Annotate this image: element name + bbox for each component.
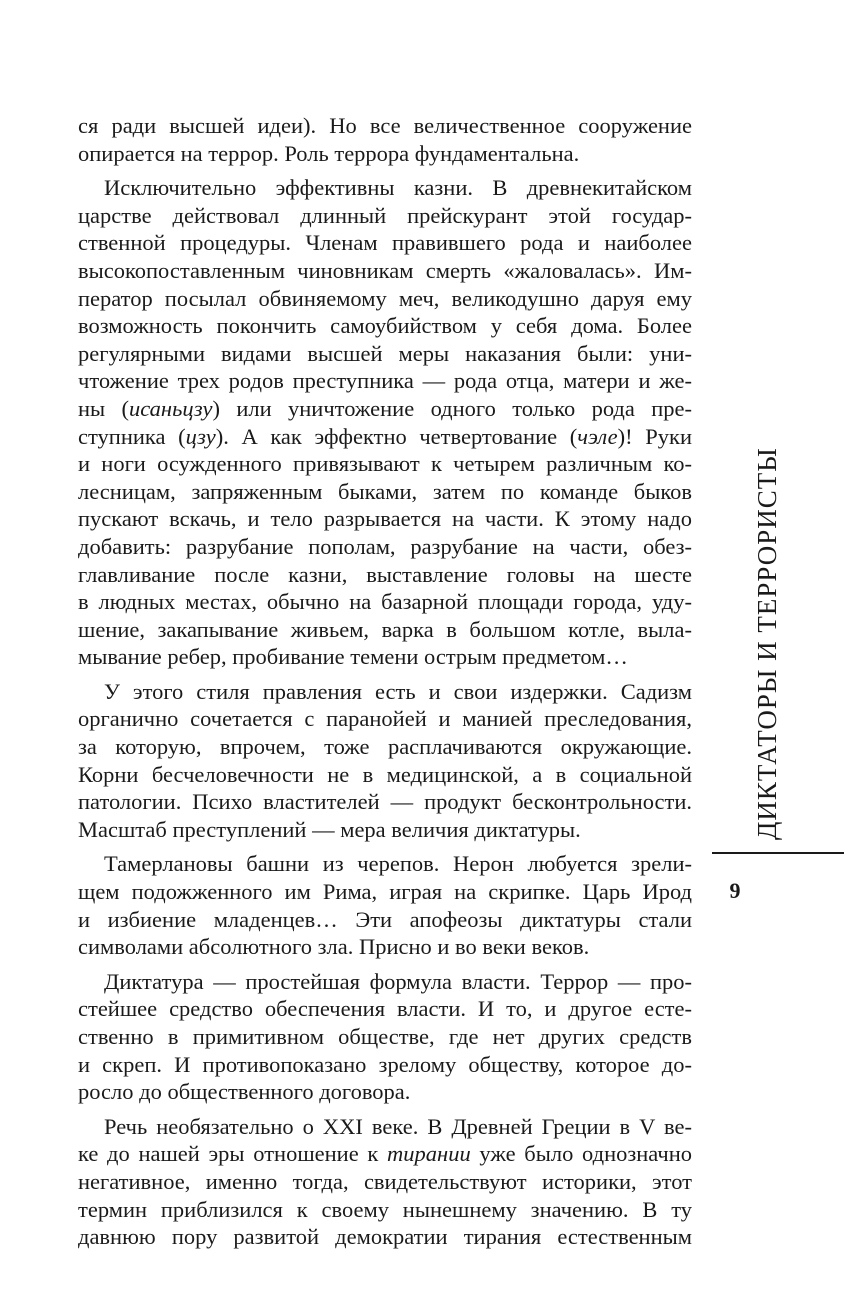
text-line: негативное, именно тогда, свидетельствуют историки, этот (78, 1168, 692, 1194)
text-line (78, 423, 692, 451)
text-line: чтожение трех родов преступника — рода отца, матери и же- (78, 368, 692, 394)
text-line: высокопоставленным чиновникам смерть «жаловалась». Им- (78, 257, 692, 283)
text-line: регулярными видами высшей меры наказания были: уни- (78, 340, 692, 366)
term-italic: тирании (387, 1141, 471, 1167)
text-line: и избиение младенцев… Эти апофеозы диктатуры стали (78, 906, 692, 932)
text-line: ся ради высшей идеи). Но все величественное сооружение (78, 113, 692, 138)
text-line: Исключительно эффективны казни. В древнекитайском (104, 175, 692, 201)
text-run: ке до нашей эры отношение к (78, 1141, 388, 1167)
term-italic: чэле (577, 423, 618, 449)
text-line: У этого стиля правления есть и свои издержки. Садизм (104, 678, 692, 704)
text-line: символами абсолютного зла. Присно и во веки веков. (78, 934, 590, 960)
text-line: щем подожженного им Рима, играя на скрипке. Царь Ирод (78, 879, 692, 905)
text-run: уже было однозначно (470, 1141, 692, 1167)
text-line: за которую, впрочем, тоже расплачиваются окружающие. (78, 734, 692, 760)
page-number: 9 (729, 878, 741, 903)
term-italic: исаньцзу (129, 395, 213, 421)
text-line: стейшее средство обеспечения власти. И то, и другое есте- (78, 996, 692, 1022)
paragraph-2 (78, 174, 692, 671)
margin-rule (712, 852, 844, 854)
text-run: ) или уничтожение одного только рода пре- (212, 395, 692, 421)
text-line: возможность покончить самоубийством у себя дома. Более (78, 313, 692, 339)
text-line: царстве действовал длинный прейскурант этой государ- (78, 202, 692, 228)
text-line: Корни бесчеловечности не в медицинской, а в социальной (78, 761, 692, 787)
text-line: патологии. Психо властителей — продукт бесконтрольности. (78, 789, 692, 815)
text-line: росло до общественного договора. (78, 1079, 411, 1105)
term-italic: цзу (185, 423, 216, 449)
text-line: и ноги осужденного привязывают к четырем различным ко- (78, 451, 692, 477)
text-line: в людных местах, обычно на базарной площади города, уду- (78, 589, 692, 615)
running-head: ДИКТАТОРЫ И ТЕРРОРИСТЫ (752, 447, 782, 840)
paragraph-5 (78, 968, 692, 1106)
text-line (78, 395, 692, 423)
text-line: давнюю пору развитой демократии тирания естественным (78, 1224, 692, 1250)
text-run: ны ( (78, 395, 130, 421)
paragraph-3 (78, 678, 692, 844)
text-line: Тамерлановы башни из черепов. Нерон любуется зрели- (104, 851, 692, 877)
text-line: лесницам, запряженным быками, затем по команде быков (78, 478, 692, 504)
text-line: шение, закапывание живьем, варка в большом котле, выла- (78, 616, 692, 642)
text-line: пускают вскачь, и тело разрывается на части. К этому надо (78, 506, 692, 532)
text-run: ступника ( (78, 423, 186, 449)
text-run: )! Руки (617, 423, 693, 449)
text-line: Диктатура — простейшая формула власти. Террор — про- (104, 968, 692, 994)
text-line: Масштаб преступлений — мера величия диктатуры. (78, 816, 581, 842)
text-line: термин приблизился к своему нынешнему значению. В ту (78, 1196, 692, 1222)
text-line: добавить: разрубание пополам, разрубание на части, обез- (78, 533, 692, 559)
paragraph-1 (78, 112, 692, 167)
text-line: Речь необязательно о XXI веке. В Древней Греции в V ве- (104, 1113, 692, 1139)
text-line: ператор посылал обвиняемому меч, великодушно даруя ему (78, 285, 692, 311)
text-run: ). А как эффектно четвертование ( (215, 423, 578, 449)
text-line: ственной процедуры. Членам правившего рода и наиболее (78, 230, 692, 256)
text-line: главливание после казни, выставление головы на шесте (78, 561, 692, 587)
paragraph-6 (78, 1113, 692, 1251)
text-line: мывание ребер, пробивание темени острым предметом… (78, 644, 628, 670)
text-line (78, 1140, 692, 1168)
body-text (78, 112, 692, 1251)
text-line: ственно в примитивном обществе, где нет других средств (78, 1024, 692, 1049)
text-line: органично сочетается с паранойей и манией преследования, (78, 706, 692, 732)
paragraph-4 (78, 850, 692, 960)
text-line: опирается на террор. Роль террора фундаментальна. (78, 140, 580, 166)
text-line: и скреп. И противопоказано зрелому обществу, которое до- (78, 1051, 692, 1077)
